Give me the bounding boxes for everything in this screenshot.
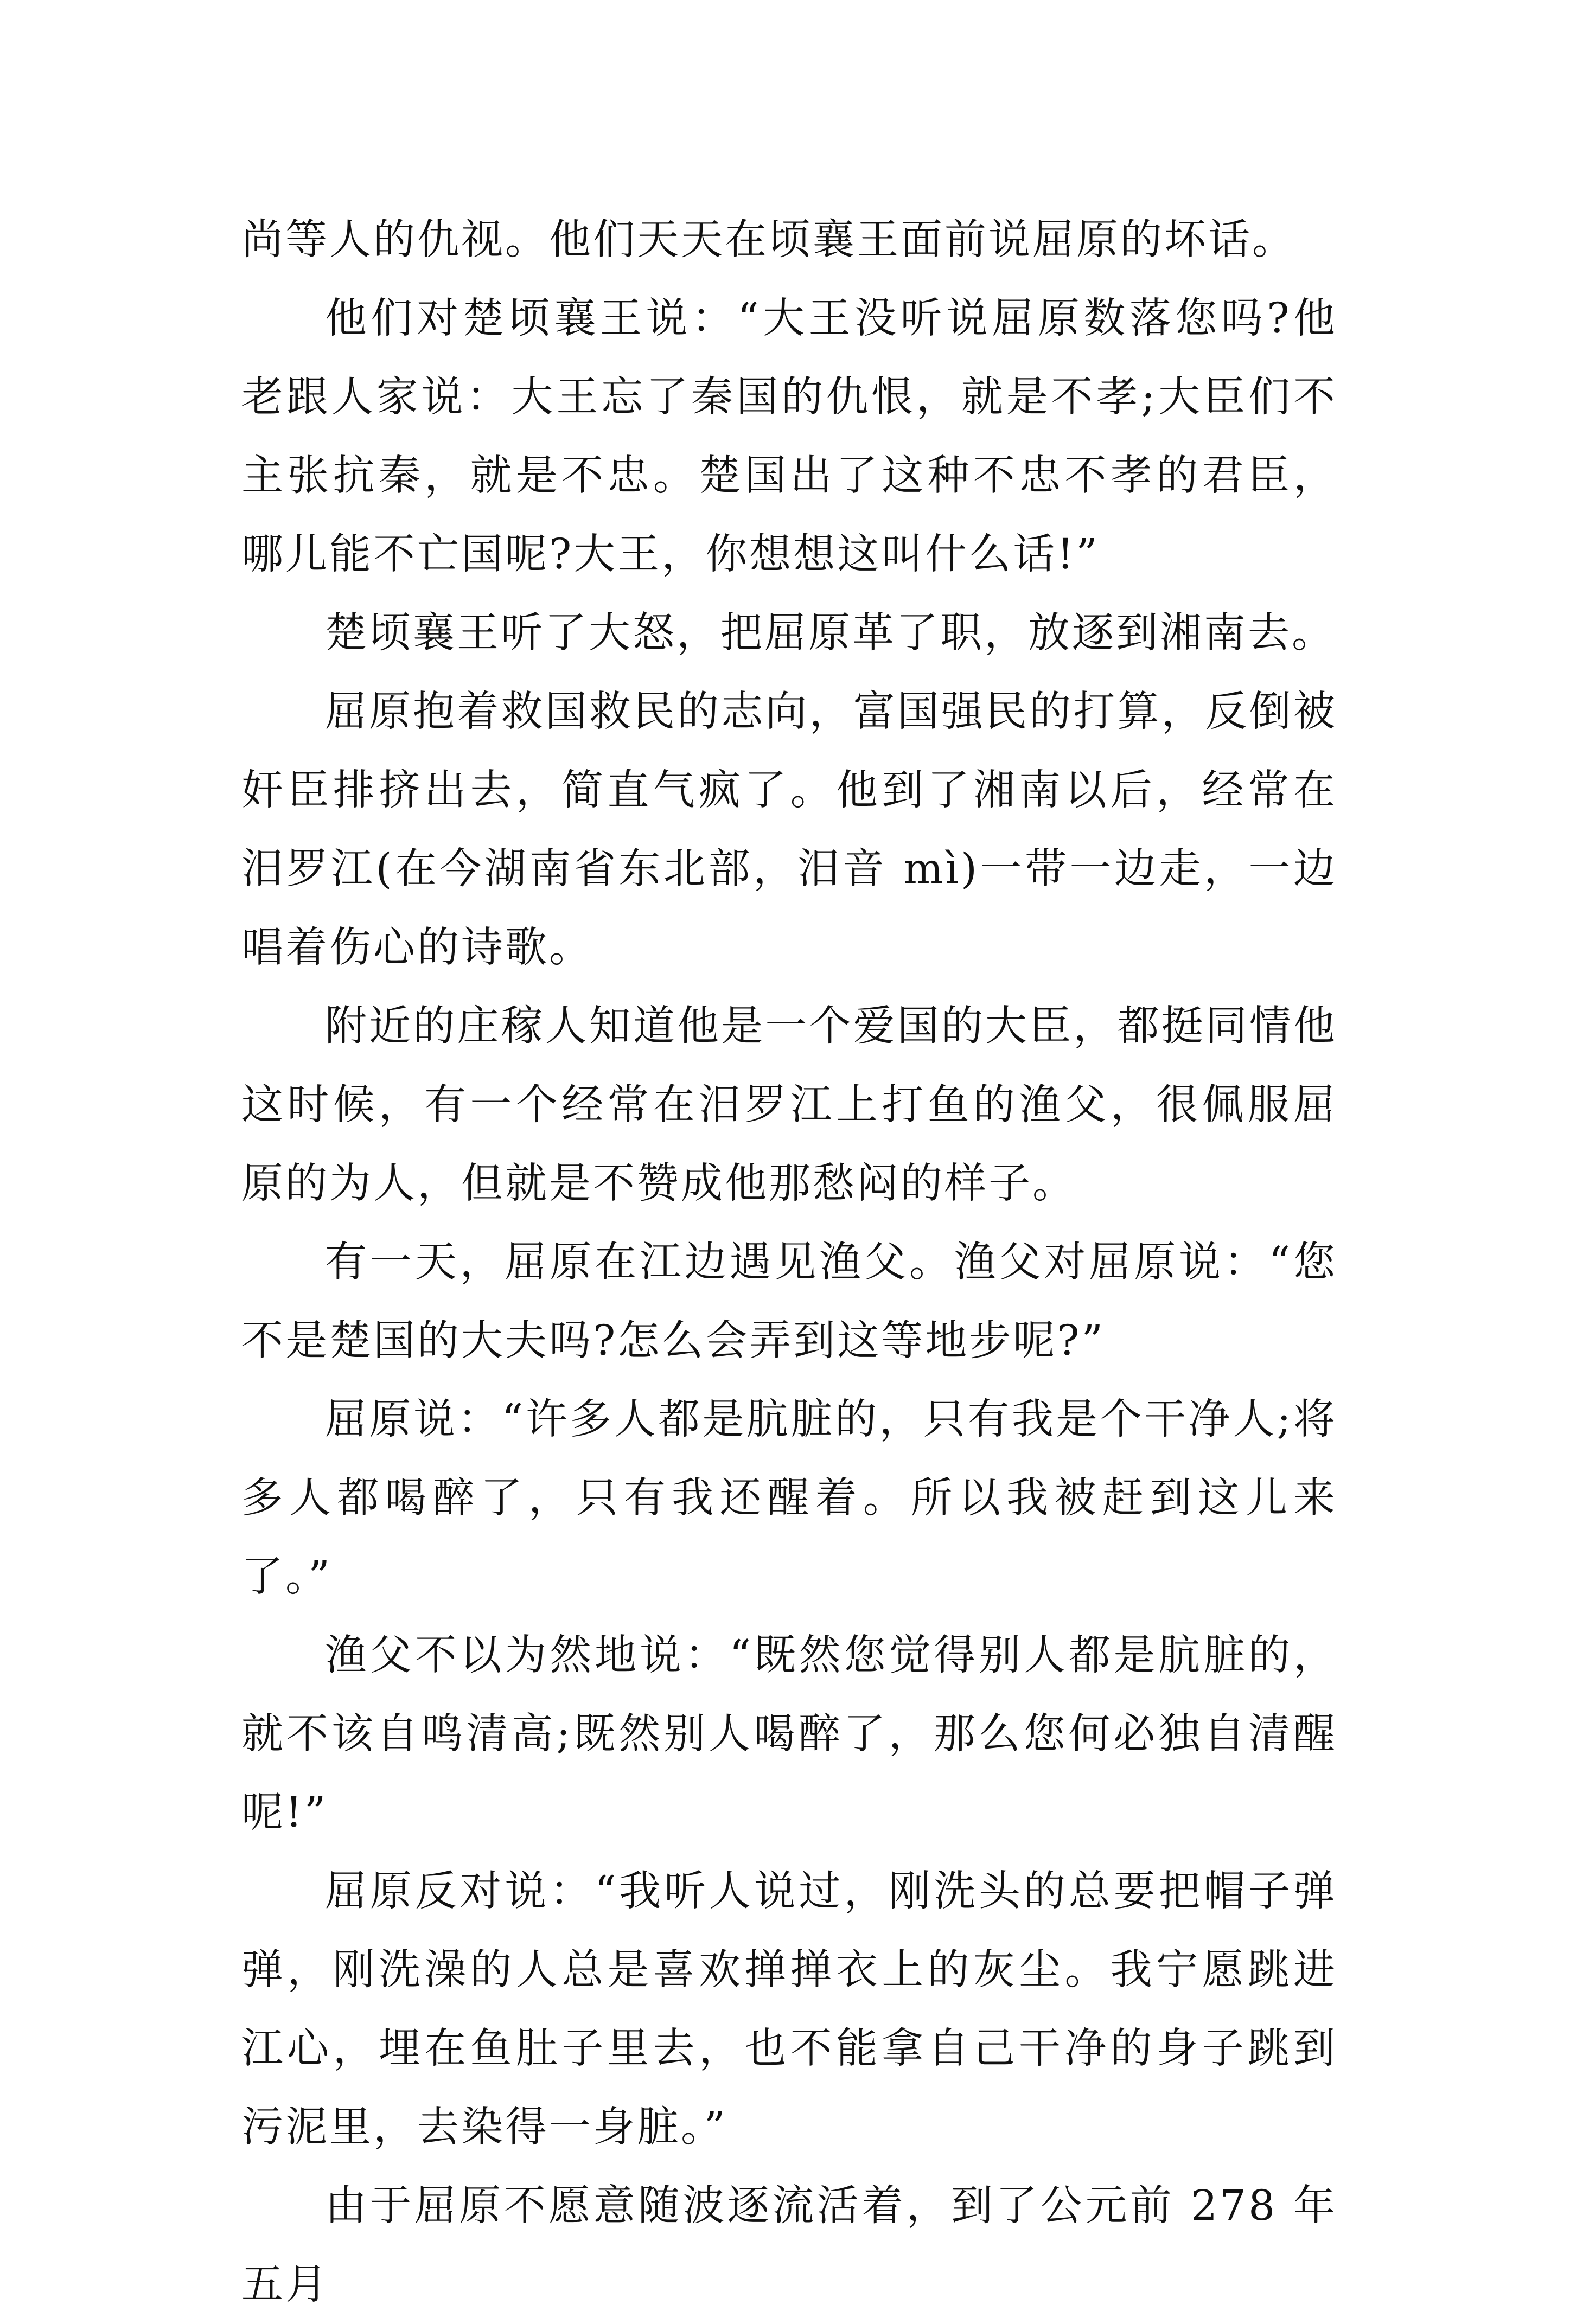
paragraph: 楚顷襄王听了大怒，把屈原革了职，放逐到湘南去。	[325, 609, 1336, 657]
paragraph: 有一天，屈原在江边遇见渔父。渔父对屈原说：“您不是楚国的大夫吗?怎么会弄到这等地步呢?”	[241, 1238, 1337, 1365]
paragraph: 屈原抱着救国救民的志向，富国强民的打算，反倒被奸臣排挤出去，简直气疯了。他到了湘南以后，经常在汨罗江(在今湖南省东北部，汨音 mì)一带一边走，一边唱着伤心的诗歌。	[241, 688, 1337, 972]
paragraph: 附近的庄稼人知道他是一个爱国的大臣，都挺同情他这时候，有一个经常在汨罗江上打鱼的渔父，很佩服屈原的为人，但就是不赞成他那愁闷的样子。	[241, 1002, 1337, 1208]
paragraph: 由于屈原不愿意随波逐流活着，到了公元前 278 年五月	[241, 2182, 1337, 2309]
paragraph: 他们对楚顷襄王说：“大王没听说屈原数落您吗?他老跟人家说：大王忘了秦国的仇恨，就是不孝;大臣们不主张抗秦，就是不忠。楚国出了这种不忠不孝的君臣，哪儿能不亡国呢?大王，你想想这叫什么话!”	[241, 294, 1337, 579]
paragraph: 渔父不以为然地说：“既然您觉得别人都是肮脏的，就不该自鸣清高;既然别人喝醉了，那么您何必独自清醒呢!”	[241, 1631, 1337, 1837]
document-body	[241, 201, 1337, 2324]
paragraph: 屈原说：“许多人都是肮脏的，只有我是个干净人;将多人都喝醉了，只有我还醒着。所以我被赶到这儿来了。”	[241, 1395, 1337, 1601]
paragraph-continuation: 尚等人的仇视。他们天天在顷襄王面前说屈原的坏话。	[241, 216, 1296, 264]
paragraph: 屈原反对说：“我听人说过，刚洗头的总要把帽子弹弹，刚洗澡的人总是喜欢掸掸衣上的灰尘。我宁愿跳进江心，埋在鱼肚子里去，也不能拿自己干净的身子跳到污泥里，去染得一身脏。”	[241, 1867, 1337, 2152]
